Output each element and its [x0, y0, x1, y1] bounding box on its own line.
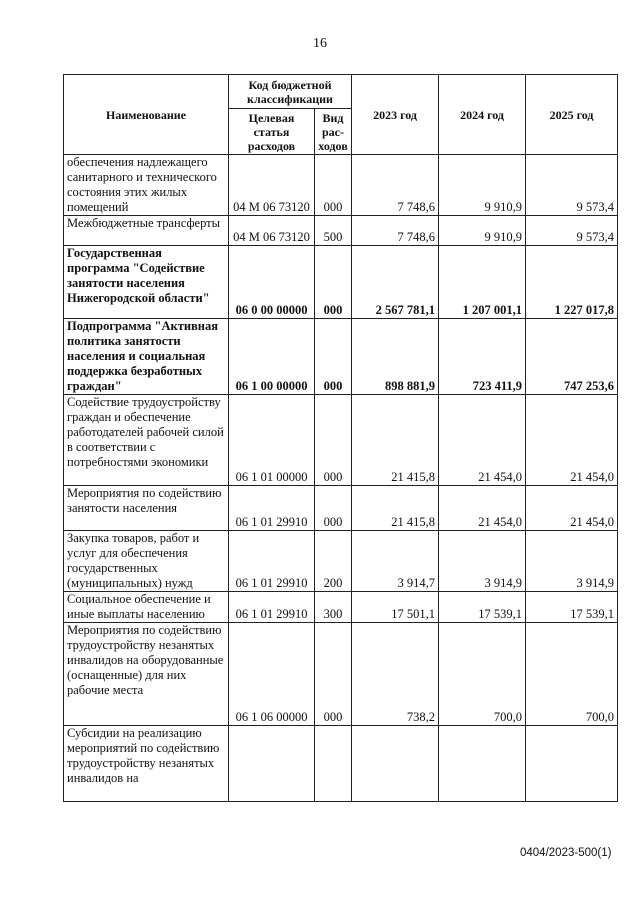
row-target-code: 06 1 06 00000: [229, 623, 315, 726]
row-value-2025: 21 454,0: [526, 395, 618, 486]
row-name: Содействие трудоустройству граждан и обеспечение работодателей рабочей силой в соответствии с потребностями экономики: [64, 395, 229, 486]
table-row: [64, 155, 618, 216]
table-row: [64, 246, 618, 319]
row-expense-type: 000: [315, 623, 352, 726]
row-expense-type: 000: [315, 486, 352, 531]
row-value-2023: 738,2: [352, 623, 439, 726]
table-row: [64, 486, 618, 531]
row-name: Субсидии на реализацию мероприятий по содействию трудоустройству незанятых инвалидов на: [64, 726, 229, 802]
header-2024: 2024 год: [439, 75, 526, 155]
row-value-2024: 3 914,9: [439, 531, 526, 592]
row-value-2024: 700,0: [439, 623, 526, 726]
table-row: [64, 395, 618, 486]
row-name: Мероприятия по содействию трудоустройству незанятых инвалидов на оборудованные (оснащенные) для них рабочие места: [64, 623, 229, 726]
row-name: Мероприятия по содействию занятости населения: [64, 486, 229, 531]
header-target-article: Целевая статья расходов: [229, 109, 315, 155]
row-value-2024: 9 910,9: [439, 155, 526, 216]
row-name: Социальное обеспечение и иные выплаты населению: [64, 592, 229, 623]
row-value-2023: [352, 726, 439, 802]
header-code-group: Код бюджетной классификации: [229, 75, 352, 109]
row-value-2024: 723 411,9: [439, 319, 526, 395]
row-expense-type: 300: [315, 592, 352, 623]
row-value-2024: 9 910,9: [439, 216, 526, 246]
page-number: 16: [313, 36, 327, 51]
row-target-code: 06 1 01 29910: [229, 531, 315, 592]
table-row: [64, 319, 618, 395]
header-2023: 2023 год: [352, 75, 439, 155]
row-target-code: 04 М 06 73120: [229, 216, 315, 246]
row-target-code: 06 1 01 29910: [229, 486, 315, 531]
row-value-2023: 3 914,7: [352, 531, 439, 592]
row-target-code: 06 0 00 00000: [229, 246, 315, 319]
row-name: обеспечения надлежащего санитарного и технического состояния этих жилых помещений: [64, 155, 229, 216]
row-expense-type: 000: [315, 319, 352, 395]
row-target-code: 06 1 01 00000: [229, 395, 315, 486]
header-expense-type: Вид рас-ходов: [315, 109, 352, 155]
table-row: [64, 623, 618, 726]
row-value-2023: 17 501,1: [352, 592, 439, 623]
row-value-2024: 21 454,0: [439, 486, 526, 531]
row-value-2023: 2 567 781,1: [352, 246, 439, 319]
row-target-code: 06 1 00 00000: [229, 319, 315, 395]
row-value-2023: 21 415,8: [352, 486, 439, 531]
document-code: 0404/2023-500(1): [520, 847, 612, 859]
row-value-2024: 17 539,1: [439, 592, 526, 623]
header-name: Наименование: [64, 75, 229, 155]
row-value-2023: 898 881,9: [352, 319, 439, 395]
row-value-2025: 17 539,1: [526, 592, 618, 623]
row-value-2024: [439, 726, 526, 802]
row-target-code: [229, 726, 315, 802]
row-value-2025: 1 227 017,8: [526, 246, 618, 319]
row-value-2025: 747 253,6: [526, 319, 618, 395]
row-target-code: 04 М 06 73120: [229, 155, 315, 216]
table-row: [64, 592, 618, 623]
row-expense-type: 500: [315, 216, 352, 246]
row-expense-type: [315, 726, 352, 802]
row-value-2025: 21 454,0: [526, 486, 618, 531]
row-expense-type: 000: [315, 395, 352, 486]
header-2025: 2025 год: [526, 75, 618, 155]
table-row: [64, 216, 618, 246]
row-expense-type: 000: [315, 246, 352, 319]
table-row: [64, 726, 618, 802]
row-value-2025: [526, 726, 618, 802]
row-value-2024: 21 454,0: [439, 395, 526, 486]
row-target-code: 06 1 01 29910: [229, 592, 315, 623]
row-value-2025: 9 573,4: [526, 155, 618, 216]
row-value-2025: 700,0: [526, 623, 618, 726]
budget-table: [63, 74, 618, 802]
row-name: Государственная программа "Содействие занятости населения Нижегородской области": [64, 246, 229, 319]
row-expense-type: 000: [315, 155, 352, 216]
row-name: Подпрограмма "Активная политика занятости населения и социальная поддержка безработных граждан": [64, 319, 229, 395]
row-value-2025: 9 573,4: [526, 216, 618, 246]
row-expense-type: 200: [315, 531, 352, 592]
table-row: [64, 531, 618, 592]
row-value-2023: 21 415,8: [352, 395, 439, 486]
row-name: Межбюджетные трансферты: [64, 216, 229, 246]
row-value-2024: 1 207 001,1: [439, 246, 526, 319]
row-value-2023: 7 748,6: [352, 155, 439, 216]
row-name: Закупка товаров, работ и услуг для обеспечения государственных (муниципальных) нужд: [64, 531, 229, 592]
row-value-2025: 3 914,9: [526, 531, 618, 592]
row-value-2023: 7 748,6: [352, 216, 439, 246]
